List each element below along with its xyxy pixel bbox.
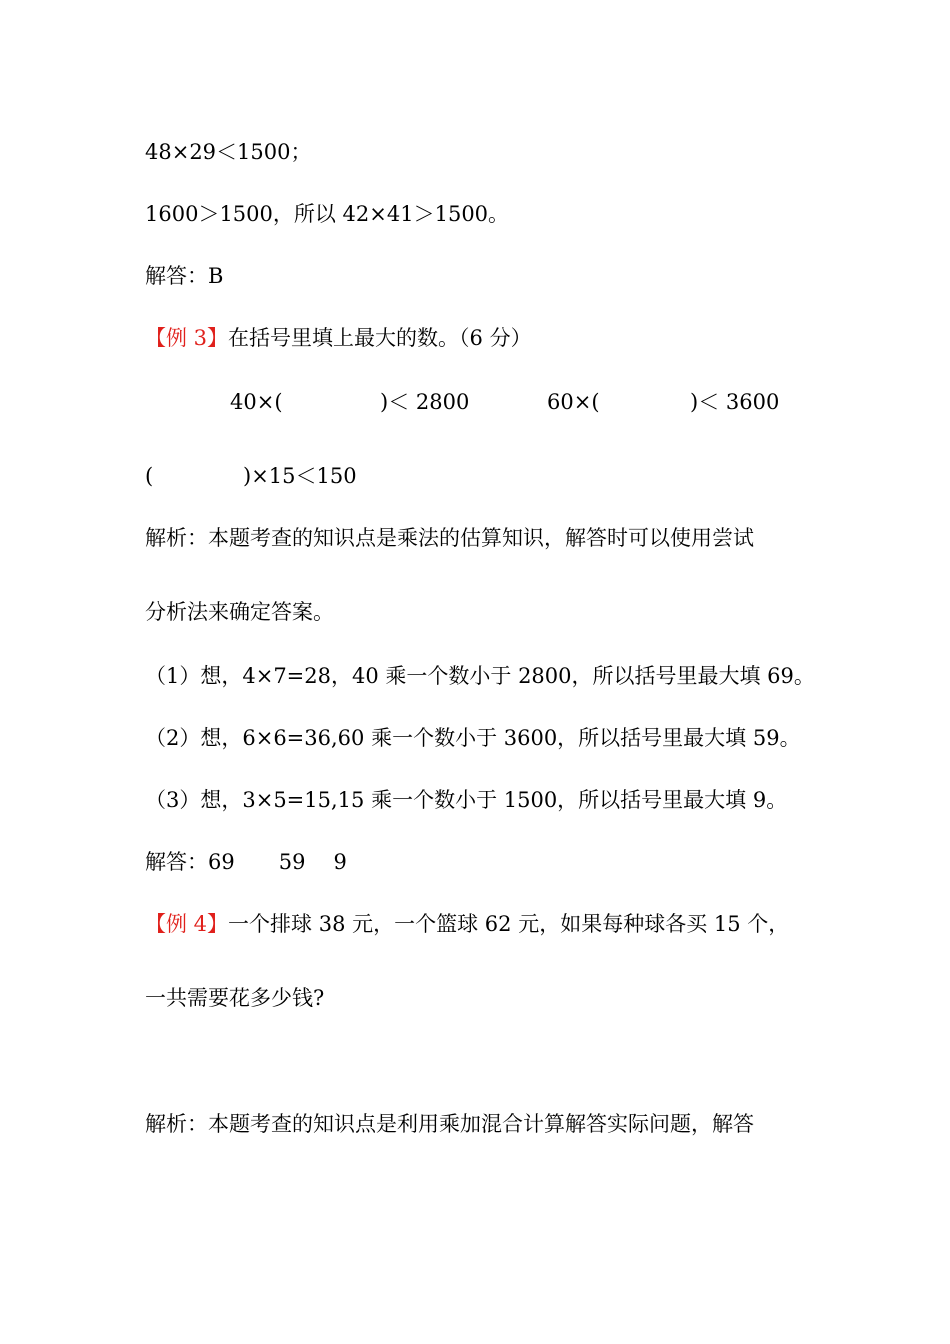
example-3-step-3: （3）想，3×5=15,15 乘一个数小于 1500，所以括号里最大填 9。 [145,788,788,812]
text-line-1: 48×29＜1500； [145,140,312,164]
example-3-step-1: （1）想，4×7=28，40 乘一个数小于 2800，所以括号里最大填 69。 [145,664,815,688]
example-3-blank-3-right: )×15＜150 [243,464,357,488]
example-4-analysis-line-1: 解析：本题考查的知识点是利用乘加混合计算解答实际问题，解答 [145,1112,754,1136]
example-3-blank-2-right: )＜ 3600 [690,390,780,414]
answer-line-b: 解答：B [145,264,224,288]
example-4-heading [145,914,789,935]
example-3-blank-3-left: ( [145,464,154,488]
example-3-tag: 【例 3】 [145,326,229,350]
example-4-question-line-1: 一个排球 38 元，一个篮球 62 元，如果每种球各买 15 个， [228,912,790,936]
example-3-answer [145,852,347,873]
answer-label: 解答： [145,850,208,874]
answer-value-3: 9 [333,850,347,874]
example-3-question: 在括号里填上最大的数。（6 分） [228,326,532,350]
example-3-analysis-line-2: 分析法来确定答案。 [145,600,334,624]
example-3-blank-1-left: 40×( [230,390,283,414]
example-4-tag: 【例 4】 [145,912,229,936]
answer-value-2: 59 [278,850,306,874]
example-3-step-2: （2）想，6×6=36,60 乘一个数小于 3600，所以括号里最大填 59。 [145,726,801,750]
example-3-analysis-line-1: 解析：本题考查的知识点是乘法的估算知识，解答时可以使用尝试 [145,526,754,550]
example-4-question-line-2: 一共需要花多少钱? [145,986,325,1010]
example-3-heading [145,328,532,349]
answer-value-1: 69 [208,850,235,874]
example-3-blank-1-right: )＜ 2800 [380,390,470,414]
example-3-blank-2-left: 60×( [547,390,600,414]
text-line-2: 1600＞1500，所以 42×41＞1500。 [145,202,510,226]
